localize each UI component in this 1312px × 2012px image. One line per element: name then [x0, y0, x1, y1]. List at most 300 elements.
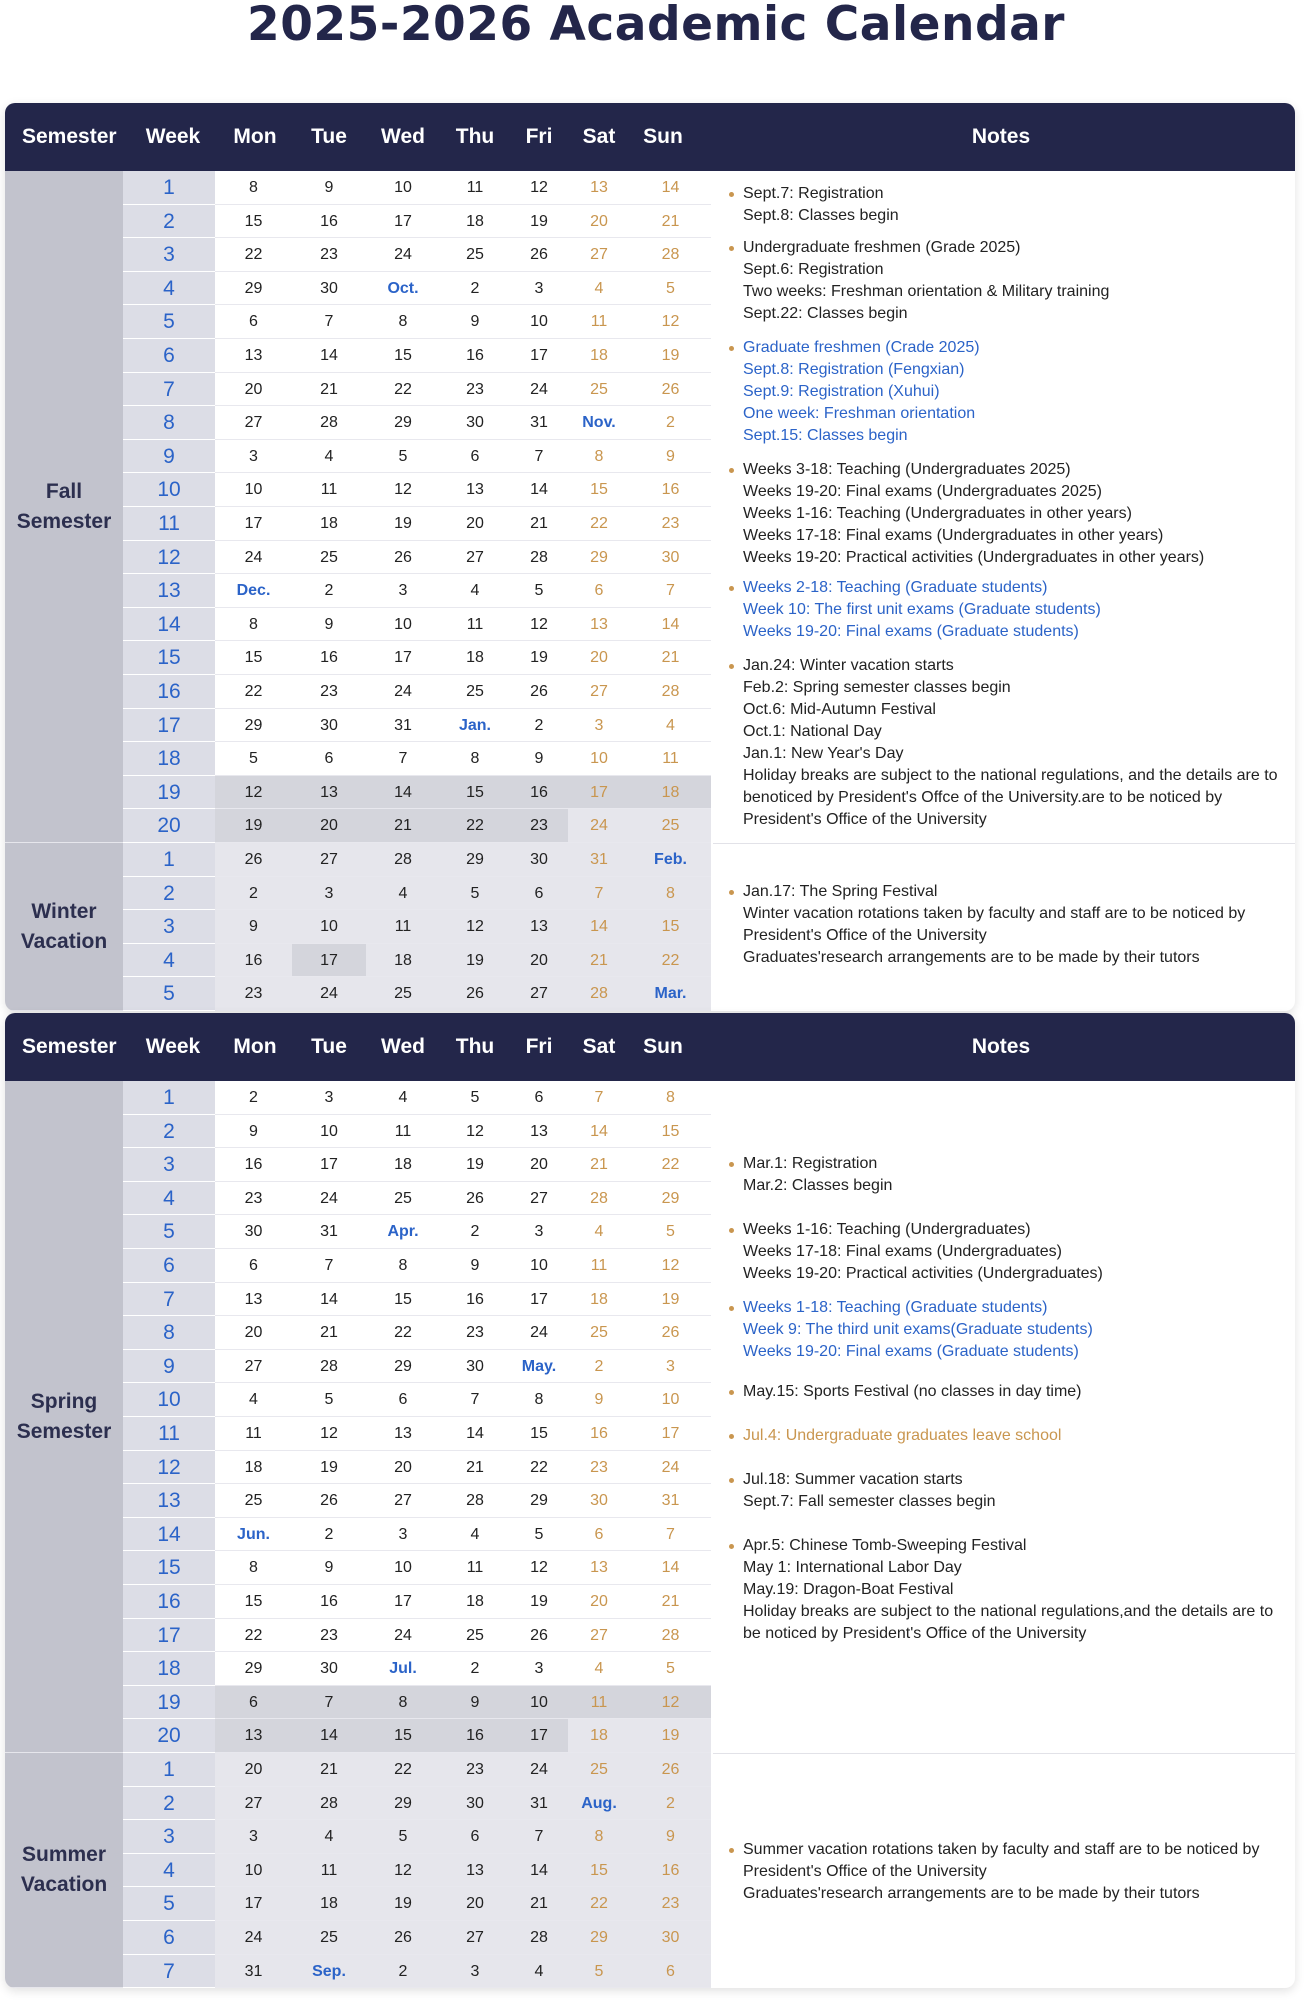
- day-cell: 20: [440, 507, 510, 541]
- day-cell: 14: [366, 776, 440, 810]
- day-cell: 26: [366, 1921, 440, 1955]
- day-cell: 24: [630, 1451, 711, 1485]
- week-number: 4: [123, 272, 215, 306]
- day-cell: 11: [440, 1551, 510, 1585]
- note-line: Jan.24: Winter vacation starts: [743, 657, 954, 674]
- semester-name: [17, 477, 112, 537]
- day-cell: 3: [510, 1652, 568, 1686]
- day-cell: 8: [366, 305, 440, 339]
- header-week: Week: [145, 1035, 201, 1058]
- note-group: [743, 1425, 1288, 1447]
- day-cell: 22: [215, 675, 292, 709]
- day-cell: 29: [215, 1652, 292, 1686]
- semester-label: [5, 843, 123, 1011]
- day-cell: 21: [292, 1753, 366, 1787]
- day-cell: 13: [510, 1115, 568, 1149]
- day-cell: 28: [440, 1484, 510, 1518]
- day-cell: 9: [510, 742, 568, 776]
- day-cell: 9: [292, 608, 366, 642]
- day-cell: 15: [366, 1283, 440, 1317]
- day-cell: 12: [366, 473, 440, 507]
- day-cell: 17: [630, 1417, 711, 1451]
- note-line: Weeks 17-18: Final exams (Undergraduates): [743, 1243, 1062, 1260]
- week-number: 18: [123, 742, 215, 776]
- day-cell: 2: [630, 1787, 711, 1821]
- day-cell: 9: [568, 1383, 630, 1417]
- day-cell: 29: [366, 1787, 440, 1821]
- day-cell: 3: [440, 1955, 510, 1989]
- day-cell: 4: [292, 1820, 366, 1854]
- day-cell: 3: [630, 1350, 711, 1384]
- day-cell: 17: [366, 1585, 440, 1619]
- day-cell: 18: [630, 776, 711, 810]
- day-cell: 14: [630, 1551, 711, 1585]
- week-number: 5: [123, 305, 215, 339]
- day-cell: 11: [292, 473, 366, 507]
- week-number: 4: [123, 1854, 215, 1888]
- calendar-card-fall-winter: [5, 103, 1295, 1011]
- day-cell: 23: [215, 977, 292, 1011]
- semester-name-line: Fall: [45, 479, 83, 503]
- calendar-card-spring-summer: [5, 1013, 1295, 1988]
- week-number: 7: [123, 1955, 215, 1989]
- day-cell: 8: [568, 440, 630, 474]
- day-cell: 26: [440, 977, 510, 1011]
- day-cell: 21: [568, 1148, 630, 1182]
- day-cell: 31: [292, 1215, 366, 1249]
- day-cell: 4: [215, 1383, 292, 1417]
- day-cell: 28: [630, 238, 711, 272]
- week-number: 1: [123, 1753, 215, 1787]
- day-cell: 10: [366, 171, 440, 205]
- day-cell: 22: [510, 1451, 568, 1485]
- day-cell: 30: [630, 1921, 711, 1955]
- day-cell: 5: [510, 1518, 568, 1552]
- day-cell: 10: [568, 742, 630, 776]
- day-cell: 15: [440, 776, 510, 810]
- week-number: 4: [123, 1182, 215, 1216]
- day-cell: 2: [440, 1215, 510, 1249]
- semester-name-line: Vacation: [20, 929, 108, 953]
- semester-label: [5, 171, 123, 843]
- day-cell: 6: [366, 1383, 440, 1417]
- week-number: 1: [123, 171, 215, 205]
- day-cell: 11: [568, 1249, 630, 1283]
- day-cell: 9: [440, 305, 510, 339]
- day-cell: 15: [568, 1854, 630, 1888]
- day-cell: 6: [215, 1249, 292, 1283]
- day-cell: 27: [568, 238, 630, 272]
- day-cell: 29: [630, 1182, 711, 1216]
- note-line: Weeks 19-20: Practical activities (Undergraduates in other years): [743, 549, 1205, 566]
- day-cell: 18: [440, 641, 510, 675]
- week-number: 20: [123, 1719, 215, 1753]
- day-cell: 13: [215, 339, 292, 373]
- day-cell: 21: [510, 507, 568, 541]
- day-cell: 19: [440, 1148, 510, 1182]
- header-sat: Sat: [582, 1035, 616, 1058]
- note-line: Holiday breaks are subject to the national regulations, and the details are to benoticed by President's Offce of the University.are to be noticed by President's Office of the University: [743, 767, 1278, 828]
- day-cell: 18: [366, 944, 440, 978]
- day-cell: 16: [215, 1148, 292, 1182]
- note-line: May.15: Sports Festival (no classes in day time): [743, 1383, 1082, 1400]
- day-cell: 17: [510, 1719, 568, 1753]
- note-line: Sept.7: Registration: [743, 185, 884, 202]
- day-cell: 2: [215, 1081, 292, 1115]
- day-cell: 29: [510, 1484, 568, 1518]
- notes-panel: [713, 1081, 1295, 1753]
- day-cell: 13: [292, 776, 366, 810]
- day-cell: 26: [440, 1182, 510, 1216]
- day-cell: 2: [440, 1652, 510, 1686]
- week-number: 2: [123, 877, 215, 911]
- note-line: Weeks 1-16: Teaching (Undergraduates in other years): [743, 505, 1132, 522]
- day-cell: 25: [292, 1921, 366, 1955]
- day-cell: 24: [366, 675, 440, 709]
- day-cell: 17: [510, 1283, 568, 1317]
- day-cell: 9: [630, 440, 711, 474]
- day-cell: 24: [292, 977, 366, 1011]
- day-cell: 27: [215, 1787, 292, 1821]
- note-line: Summer vacation rotations taken by faculty and staff are to be noticed by President's Office of the University: [743, 1841, 1260, 1880]
- day-cell: 13: [568, 1551, 630, 1585]
- day-cell: 19: [510, 205, 568, 239]
- week-number: 16: [123, 1585, 215, 1619]
- day-cell: 20: [440, 1887, 510, 1921]
- day-cell: 26: [510, 675, 568, 709]
- day-cell: 20: [510, 1148, 568, 1182]
- day-cell: Oct.: [366, 272, 440, 306]
- week-number: 16: [123, 675, 215, 709]
- day-cell: 31: [215, 1955, 292, 1989]
- day-cell: 30: [292, 709, 366, 743]
- header-sat: Sat: [582, 125, 616, 148]
- day-cell: 14: [568, 910, 630, 944]
- day-cell: 9: [215, 1115, 292, 1149]
- day-cell: 26: [510, 238, 568, 272]
- day-cell: 29: [366, 406, 440, 440]
- day-cell: 20: [366, 1451, 440, 1485]
- day-cell: 11: [568, 305, 630, 339]
- day-cell: 4: [292, 440, 366, 474]
- day-cell: 31: [366, 709, 440, 743]
- day-cell: 18: [568, 1719, 630, 1753]
- day-cell: 20: [568, 1585, 630, 1619]
- day-cell: 31: [510, 1787, 568, 1821]
- day-cell: 3: [366, 574, 440, 608]
- day-cell: 11: [630, 742, 711, 776]
- day-cell: 12: [366, 1854, 440, 1888]
- note-line: Weeks 2-18: Teaching (Graduate students): [743, 579, 1048, 596]
- day-cell: 6: [568, 574, 630, 608]
- day-cell: 27: [215, 406, 292, 440]
- day-cell: 28: [568, 1182, 630, 1216]
- day-cell: 5: [568, 1955, 630, 1989]
- day-cell: 21: [568, 944, 630, 978]
- day-cell: 22: [366, 1316, 440, 1350]
- header-week: Week: [145, 125, 201, 148]
- week-number: 8: [123, 1316, 215, 1350]
- week-number: 5: [123, 1887, 215, 1921]
- day-cell: 22: [366, 1753, 440, 1787]
- day-cell: 13: [366, 1417, 440, 1451]
- note-group: [743, 655, 1288, 831]
- day-cell: 17: [366, 641, 440, 675]
- page-title: 2025-2026 Academic Calendar: [247, 0, 1065, 52]
- day-cell: 2: [292, 574, 366, 608]
- day-cell: 8: [215, 1551, 292, 1585]
- day-cell: 28: [568, 977, 630, 1011]
- header-semester: Semester: [22, 1035, 117, 1058]
- note-group: [743, 1469, 1288, 1513]
- week-number: 5: [123, 977, 215, 1011]
- week-number: 18: [123, 1652, 215, 1686]
- day-cell: 10: [292, 1115, 366, 1149]
- day-cell: 9: [630, 1820, 711, 1854]
- day-cell: 15: [215, 1585, 292, 1619]
- day-cell: 23: [630, 1887, 711, 1921]
- day-cell: 24: [215, 541, 292, 575]
- note-line: Sept.22: Classes begin: [743, 305, 908, 322]
- day-cell: 27: [440, 541, 510, 575]
- day-cell: Nov.: [568, 406, 630, 440]
- day-cell: 27: [366, 1484, 440, 1518]
- week-number: 3: [123, 238, 215, 272]
- day-cell: 29: [215, 709, 292, 743]
- day-cell: 20: [215, 373, 292, 407]
- day-cell: 24: [292, 1182, 366, 1216]
- note-group: [743, 1535, 1288, 1645]
- week-number: 17: [123, 709, 215, 743]
- day-cell: 12: [510, 171, 568, 205]
- day-cell: 7: [292, 1686, 366, 1720]
- day-cell: 6: [215, 305, 292, 339]
- day-cell: 19: [366, 1887, 440, 1921]
- day-cell: 4: [440, 574, 510, 608]
- day-cell: 12: [510, 1551, 568, 1585]
- day-cell: 23: [440, 1753, 510, 1787]
- day-cell: 29: [366, 1350, 440, 1384]
- day-cell: 17: [292, 944, 366, 978]
- day-cell: 12: [630, 305, 711, 339]
- note-line: Weeks 1-18: Teaching (Graduate students): [743, 1299, 1048, 1316]
- day-cell: 28: [292, 406, 366, 440]
- day-cell: 4: [568, 272, 630, 306]
- day-cell: Mar.: [630, 977, 711, 1011]
- day-cell: 25: [630, 809, 711, 843]
- day-cell: Jan.: [440, 709, 510, 743]
- day-cell: 30: [440, 406, 510, 440]
- note-line: Sept.8: Classes begin: [743, 207, 899, 224]
- day-cell: 16: [292, 641, 366, 675]
- note-group: [743, 1381, 1288, 1403]
- week-number: 2: [123, 205, 215, 239]
- week-number: 7: [123, 373, 215, 407]
- day-cell: 24: [568, 809, 630, 843]
- semester-label: [5, 1081, 123, 1753]
- day-cell: 2: [292, 1518, 366, 1552]
- day-cell: 8: [630, 877, 711, 911]
- semester-name-line: Winter: [31, 899, 97, 923]
- day-cell: 10: [215, 473, 292, 507]
- day-cell: Dec.: [215, 574, 292, 608]
- day-cell: 27: [440, 1921, 510, 1955]
- day-cell: 10: [215, 1854, 292, 1888]
- day-cell: 21: [292, 373, 366, 407]
- day-cell: 19: [630, 1283, 711, 1317]
- day-cell: 12: [215, 776, 292, 810]
- note-line: Sept.7: Fall semester classes begin: [743, 1493, 996, 1510]
- note-line: Feb.2: Spring semester classes begin: [743, 679, 1011, 696]
- note-line: Jan.17: The Spring Festival: [743, 883, 938, 900]
- day-cell: 24: [510, 373, 568, 407]
- day-cell: 7: [630, 1518, 711, 1552]
- day-cell: 15: [366, 1719, 440, 1753]
- week-number: 15: [123, 1551, 215, 1585]
- notes-panel: [713, 843, 1295, 1011]
- note-line: Apr.5: Chinese Tomb-Sweeping Festival: [743, 1537, 1027, 1554]
- day-cell: 22: [366, 373, 440, 407]
- day-cell: 15: [215, 641, 292, 675]
- semester-name-line: Vacation: [20, 1873, 108, 1897]
- day-cell: 14: [630, 171, 711, 205]
- day-cell: 18: [440, 205, 510, 239]
- day-cell: 25: [440, 238, 510, 272]
- day-cell: 6: [215, 1686, 292, 1720]
- day-cell: 5: [366, 440, 440, 474]
- note-line: Oct.6: Mid-Autumn Festival: [743, 701, 936, 718]
- notes-panel: [713, 1753, 1295, 1988]
- note-line: Graduates'research arrangements are to be made by their tutors: [743, 1885, 1200, 1902]
- day-cell: 23: [215, 1182, 292, 1216]
- day-cell: 22: [215, 1619, 292, 1653]
- day-cell: 17: [366, 205, 440, 239]
- week-number: 3: [123, 1820, 215, 1854]
- day-cell: 24: [366, 238, 440, 272]
- week-number: 11: [123, 507, 215, 541]
- day-cell: 20: [510, 944, 568, 978]
- note-line: Weeks 1-16: Teaching (Undergraduates): [743, 1221, 1031, 1238]
- header-semester: Semester: [22, 125, 117, 148]
- day-cell: Sep.: [292, 1955, 366, 1989]
- day-cell: 3: [510, 272, 568, 306]
- day-cell: 17: [510, 339, 568, 373]
- day-cell: 26: [366, 541, 440, 575]
- day-cell: 9: [440, 1686, 510, 1720]
- day-cell: 9: [215, 910, 292, 944]
- header-wed: Wed: [381, 125, 425, 148]
- week-number: 12: [123, 1451, 215, 1485]
- day-cell: 20: [215, 1316, 292, 1350]
- day-cell: 20: [215, 1753, 292, 1787]
- day-cell: 6: [510, 877, 568, 911]
- day-cell: 19: [366, 507, 440, 541]
- day-cell: 7: [510, 1820, 568, 1854]
- semester-name: [21, 897, 107, 957]
- header-wed: Wed: [381, 1035, 425, 1058]
- week-number: 5: [123, 1215, 215, 1249]
- day-cell: 21: [630, 205, 711, 239]
- table-header: [5, 103, 1295, 171]
- week-number: 19: [123, 1686, 215, 1720]
- day-cell: 26: [630, 1753, 711, 1787]
- note-group: [743, 237, 1288, 325]
- day-cell: 11: [366, 910, 440, 944]
- day-cell: 27: [510, 977, 568, 1011]
- semester-name: [17, 1387, 112, 1447]
- day-cell: 23: [440, 373, 510, 407]
- week-number: 3: [123, 910, 215, 944]
- day-cell: 17: [215, 1887, 292, 1921]
- day-cell: 16: [440, 1719, 510, 1753]
- day-cell: 16: [630, 1854, 711, 1888]
- day-cell: 26: [510, 1619, 568, 1653]
- day-cell: 10: [366, 1551, 440, 1585]
- week-number: 17: [123, 1619, 215, 1653]
- day-cell: 26: [215, 843, 292, 877]
- day-cell: 12: [630, 1249, 711, 1283]
- day-cell: 9: [292, 1551, 366, 1585]
- day-cell: 18: [568, 1283, 630, 1317]
- day-cell: 6: [510, 1081, 568, 1115]
- header-tue: Tue: [311, 1035, 347, 1058]
- note-line: Graduates'research arrangements are to be made by their tutors: [743, 949, 1200, 966]
- day-cell: 25: [440, 675, 510, 709]
- day-cell: 19: [215, 809, 292, 843]
- day-cell: 24: [215, 1921, 292, 1955]
- day-cell: 26: [630, 373, 711, 407]
- day-cell: 28: [510, 1921, 568, 1955]
- day-cell: 5: [440, 877, 510, 911]
- note-group: [743, 183, 1288, 227]
- day-cell: May.: [510, 1350, 568, 1384]
- note-group: [743, 1153, 1288, 1197]
- day-cell: 27: [568, 675, 630, 709]
- day-cell: 18: [292, 507, 366, 541]
- note-group: [743, 577, 1288, 643]
- day-cell: 17: [292, 1148, 366, 1182]
- day-cell: Aug.: [568, 1787, 630, 1821]
- day-cell: 25: [366, 977, 440, 1011]
- note-line: Weeks 3-18: Teaching (Undergraduates 2025): [743, 461, 1071, 478]
- note-line: Weeks 19-20: Final exams (Undergraduates 2025): [743, 483, 1102, 500]
- day-cell: 5: [630, 1215, 711, 1249]
- day-cell: 16: [440, 339, 510, 373]
- day-cell: 4: [440, 1518, 510, 1552]
- week-number: 15: [123, 641, 215, 675]
- header-sun: Sun: [643, 125, 683, 148]
- day-cell: 20: [568, 205, 630, 239]
- note-line: Sept.6: Registration: [743, 261, 884, 278]
- day-cell: 11: [292, 1854, 366, 1888]
- day-cell: 10: [510, 1249, 568, 1283]
- day-cell: 28: [630, 675, 711, 709]
- day-cell: 8: [366, 1686, 440, 1720]
- day-cell: 14: [292, 339, 366, 373]
- day-cell: 13: [568, 608, 630, 642]
- day-cell: 28: [510, 541, 568, 575]
- note-group: [743, 337, 1288, 447]
- day-cell: 23: [440, 1316, 510, 1350]
- day-cell: 30: [510, 843, 568, 877]
- day-cell: 16: [292, 205, 366, 239]
- day-cell: 3: [510, 1215, 568, 1249]
- day-cell: 3: [215, 440, 292, 474]
- day-cell: 11: [440, 608, 510, 642]
- week-number: 20: [123, 809, 215, 843]
- day-cell: 20: [292, 809, 366, 843]
- day-cell: 31: [630, 1484, 711, 1518]
